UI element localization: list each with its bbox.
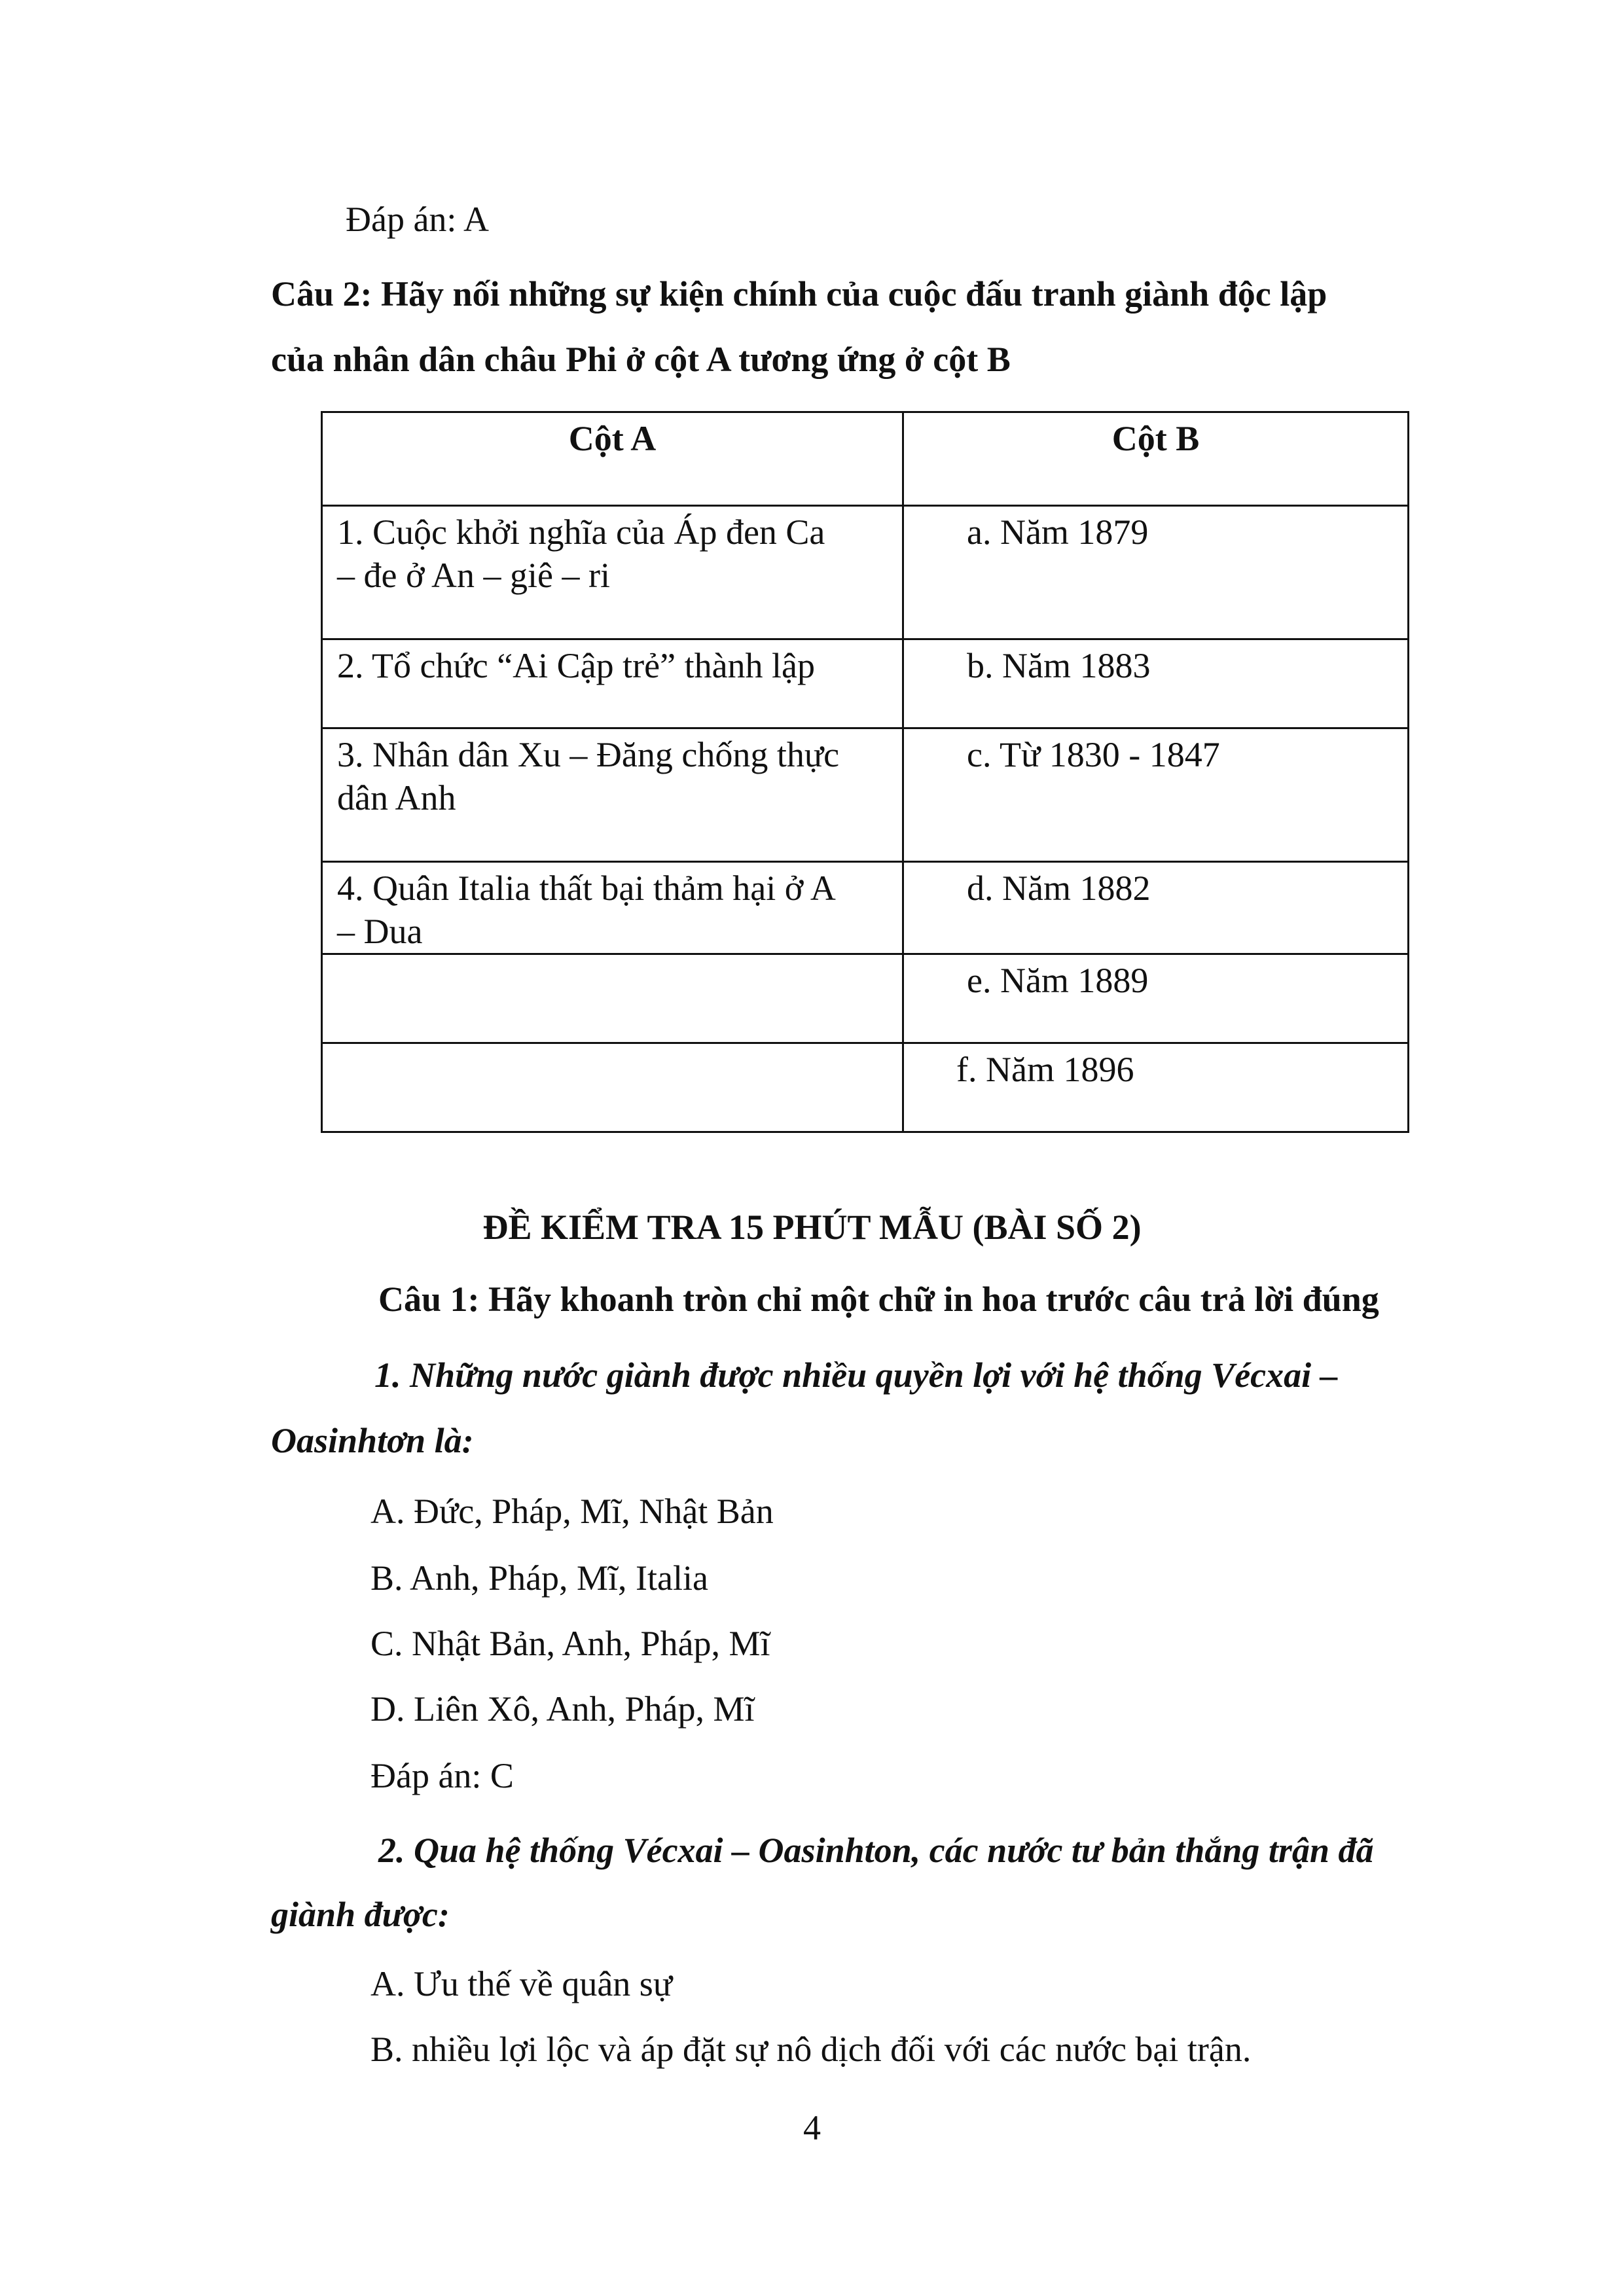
option-d: D. Liên Xô, Anh, Pháp, Mĩ (370, 1689, 755, 1729)
matching-table (321, 411, 1409, 1133)
cell-a-line: 4. Quân Italia thất bại thảm hại ở A (337, 869, 836, 908)
cell-a-line: 2. Tổ chức “Ai Cập trẻ” thành lập (337, 646, 816, 685)
cell-b: f. Năm 1896 (903, 1043, 1409, 1132)
question-2-line-1: Câu 2: Hãy nối những sự kiện chính của cuộc đấu tranh giành độc lập (271, 274, 1327, 314)
cell-a-line: 1. Cuộc khởi nghĩa của Áp đen Ca (337, 512, 825, 552)
cell-b: a. Năm 1879 (903, 506, 1409, 639)
table-row (322, 862, 1409, 954)
table-row (322, 728, 1409, 862)
table-row (322, 639, 1409, 728)
cell-a (322, 639, 903, 728)
cell-b: b. Năm 1883 (903, 639, 1409, 728)
answer-1: Đáp án: C (370, 1756, 514, 1795)
subquestion-2-line-1: 2. Qua hệ thống Vécxai – Oasinhton, các nước tư bản thắng trận đã (378, 1831, 1374, 1870)
question-1-heading: Câu 1: Hãy khoanh tròn chỉ một chữ in hoa trước câu trả lời đúng (378, 1280, 1379, 1319)
table-row (322, 1043, 1409, 1132)
question-2-line-2: của nhân dân châu Phi ở cột A tương ứng ở cột B (271, 340, 1011, 379)
table-row (322, 954, 1409, 1043)
cell-a-line: 3. Nhân dân Xu – Đăng chống thực (337, 735, 840, 774)
cell-a (322, 1043, 903, 1132)
table-row (322, 506, 1409, 639)
cell-b: c. Từ 1830 - 1847 (903, 728, 1409, 862)
page-number: 4 (803, 2108, 821, 2147)
column-a-header: Cột A (322, 412, 903, 506)
cell-a-line: – Dua (337, 912, 423, 951)
option-c: C. Nhật Bản, Anh, Pháp, Mĩ (370, 1624, 770, 1663)
cell-a (322, 862, 903, 954)
option-2b: B. nhiều lợi lộc và áp đặt sự nô dịch đối với các nước bại trận. (370, 2030, 1252, 2069)
cell-b: e. Năm 1889 (903, 954, 1409, 1043)
option-2a: A. Ưu thế về quân sự (370, 1964, 673, 2003)
previous-answer: Đáp án: A (346, 200, 489, 239)
subquestion-1-line-2: Oasinhtơn là: (271, 1421, 474, 1460)
table-header-row (322, 412, 1409, 506)
option-a: A. Đức, Pháp, Mĩ, Nhật Bản (370, 1492, 774, 1531)
cell-a-line: – đe ở An – giê – ri (337, 556, 610, 595)
option-b: B. Anh, Pháp, Mĩ, Italia (370, 1558, 708, 1598)
exam-title: ĐỀ KIỂM TRA 15 PHÚT MẪU (BÀI SỐ 2) (482, 1208, 1142, 1247)
column-b-header: Cột B (903, 412, 1409, 506)
cell-a-line: dân Anh (337, 778, 456, 817)
subquestion-2-line-2: giành được: (271, 1895, 450, 1934)
cell-a (322, 954, 903, 1043)
subquestion-1-line-1: 1. Những nước giành được nhiều quyền lợi với hệ thống Vécxai – (374, 1355, 1338, 1395)
cell-b: d. Năm 1882 (903, 862, 1409, 954)
cell-a (322, 728, 903, 862)
cell-a (322, 506, 903, 639)
